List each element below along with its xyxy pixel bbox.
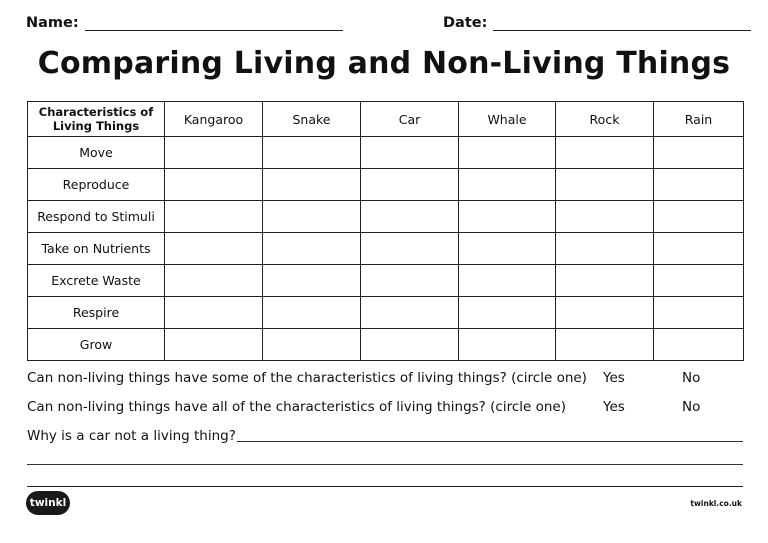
answer-cell[interactable] <box>361 265 459 297</box>
answer-cell[interactable] <box>361 137 459 169</box>
answer-cell[interactable] <box>556 201 654 233</box>
date-label: Date: <box>443 15 488 31</box>
answer-cell[interactable] <box>165 297 263 329</box>
row-label: Move <box>28 137 165 169</box>
table-row <box>28 329 744 361</box>
answer-cell[interactable] <box>165 169 263 201</box>
answer-cell[interactable] <box>654 297 744 329</box>
row-label: Take on Nutrients <box>28 233 165 265</box>
answer-cell[interactable] <box>556 137 654 169</box>
answer-cell[interactable] <box>165 265 263 297</box>
table-row <box>28 169 744 201</box>
row-label: Grow <box>28 329 165 361</box>
answer-cell[interactable] <box>654 137 744 169</box>
answer-cell[interactable] <box>654 169 744 201</box>
answer-cell[interactable] <box>556 265 654 297</box>
page-title: Comparing Living and Non-Living Things <box>37 46 731 81</box>
date-line[interactable] <box>493 14 751 31</box>
answer-yes-some[interactable]: Yes <box>603 370 625 386</box>
table-row <box>28 201 744 233</box>
answer-cell[interactable] <box>654 329 744 361</box>
name-label: Name: <box>26 15 79 31</box>
column-header: Snake <box>263 102 361 137</box>
table-row <box>28 233 744 265</box>
answer-cell[interactable] <box>263 329 361 361</box>
answer-cell[interactable] <box>556 329 654 361</box>
answer-cell[interactable] <box>459 233 556 265</box>
answer-line[interactable] <box>237 441 743 442</box>
site-url: twinkl.co.uk <box>690 499 742 508</box>
answer-cell[interactable] <box>654 265 744 297</box>
answer-cell[interactable] <box>165 137 263 169</box>
answer-cell[interactable] <box>459 137 556 169</box>
column-header: Kangaroo <box>165 102 263 137</box>
row-label: Reproduce <box>28 169 165 201</box>
answer-no-some[interactable]: No <box>682 370 701 386</box>
answer-no-all[interactable]: No <box>682 399 701 415</box>
answer-cell[interactable] <box>263 297 361 329</box>
answer-cell[interactable] <box>556 233 654 265</box>
name-field[interactable] <box>26 14 343 31</box>
column-header: Whale <box>459 102 556 137</box>
answer-cell[interactable] <box>361 329 459 361</box>
answer-cell[interactable] <box>459 201 556 233</box>
row-label: Excrete Waste <box>28 265 165 297</box>
answer-cell[interactable] <box>165 329 263 361</box>
column-header: Rock <box>556 102 654 137</box>
answer-cell[interactable] <box>459 329 556 361</box>
answer-cell[interactable] <box>361 233 459 265</box>
table-row <box>28 265 744 297</box>
column-header: Car <box>361 102 459 137</box>
characteristics-table <box>27 101 744 361</box>
answer-cell[interactable] <box>263 233 361 265</box>
answer-cell[interactable] <box>361 297 459 329</box>
row-label: Respond to Stimuli <box>28 201 165 233</box>
answer-cell[interactable] <box>654 201 744 233</box>
header-row <box>26 14 744 38</box>
row-label: Respire <box>28 297 165 329</box>
answer-cell[interactable] <box>165 233 263 265</box>
answer-cell[interactable] <box>263 137 361 169</box>
name-line[interactable] <box>85 14 343 31</box>
answer-cell[interactable] <box>556 297 654 329</box>
question-all: Can non-living things have all of the characteristics of living things? (circle one) <box>27 399 566 415</box>
answer-yes-all[interactable]: Yes <box>603 399 625 415</box>
column-header: Rain <box>654 102 744 137</box>
date-field[interactable] <box>443 14 751 31</box>
answer-cell[interactable] <box>361 169 459 201</box>
table-row <box>28 297 744 329</box>
answer-cell[interactable] <box>263 201 361 233</box>
question-some: Can non-living things have some of the characteristics of living things? (circle one) <box>27 370 587 386</box>
answer-cell[interactable] <box>459 297 556 329</box>
answer-cell[interactable] <box>361 201 459 233</box>
table-row <box>28 137 744 169</box>
answer-cell[interactable] <box>263 169 361 201</box>
corner-header: Characteristics of Living Things <box>28 102 165 137</box>
answer-cell[interactable] <box>263 265 361 297</box>
answer-cell[interactable] <box>556 169 654 201</box>
answer-cell[interactable] <box>459 265 556 297</box>
answer-cell[interactable] <box>165 201 263 233</box>
open-question: Why is a car not a living thing? <box>27 428 236 444</box>
twinkl-logo: twinkl <box>26 491 70 515</box>
answer-cell[interactable] <box>459 169 556 201</box>
answer-line[interactable] <box>27 464 743 465</box>
footer-divider <box>27 486 743 487</box>
answer-cell[interactable] <box>654 233 744 265</box>
